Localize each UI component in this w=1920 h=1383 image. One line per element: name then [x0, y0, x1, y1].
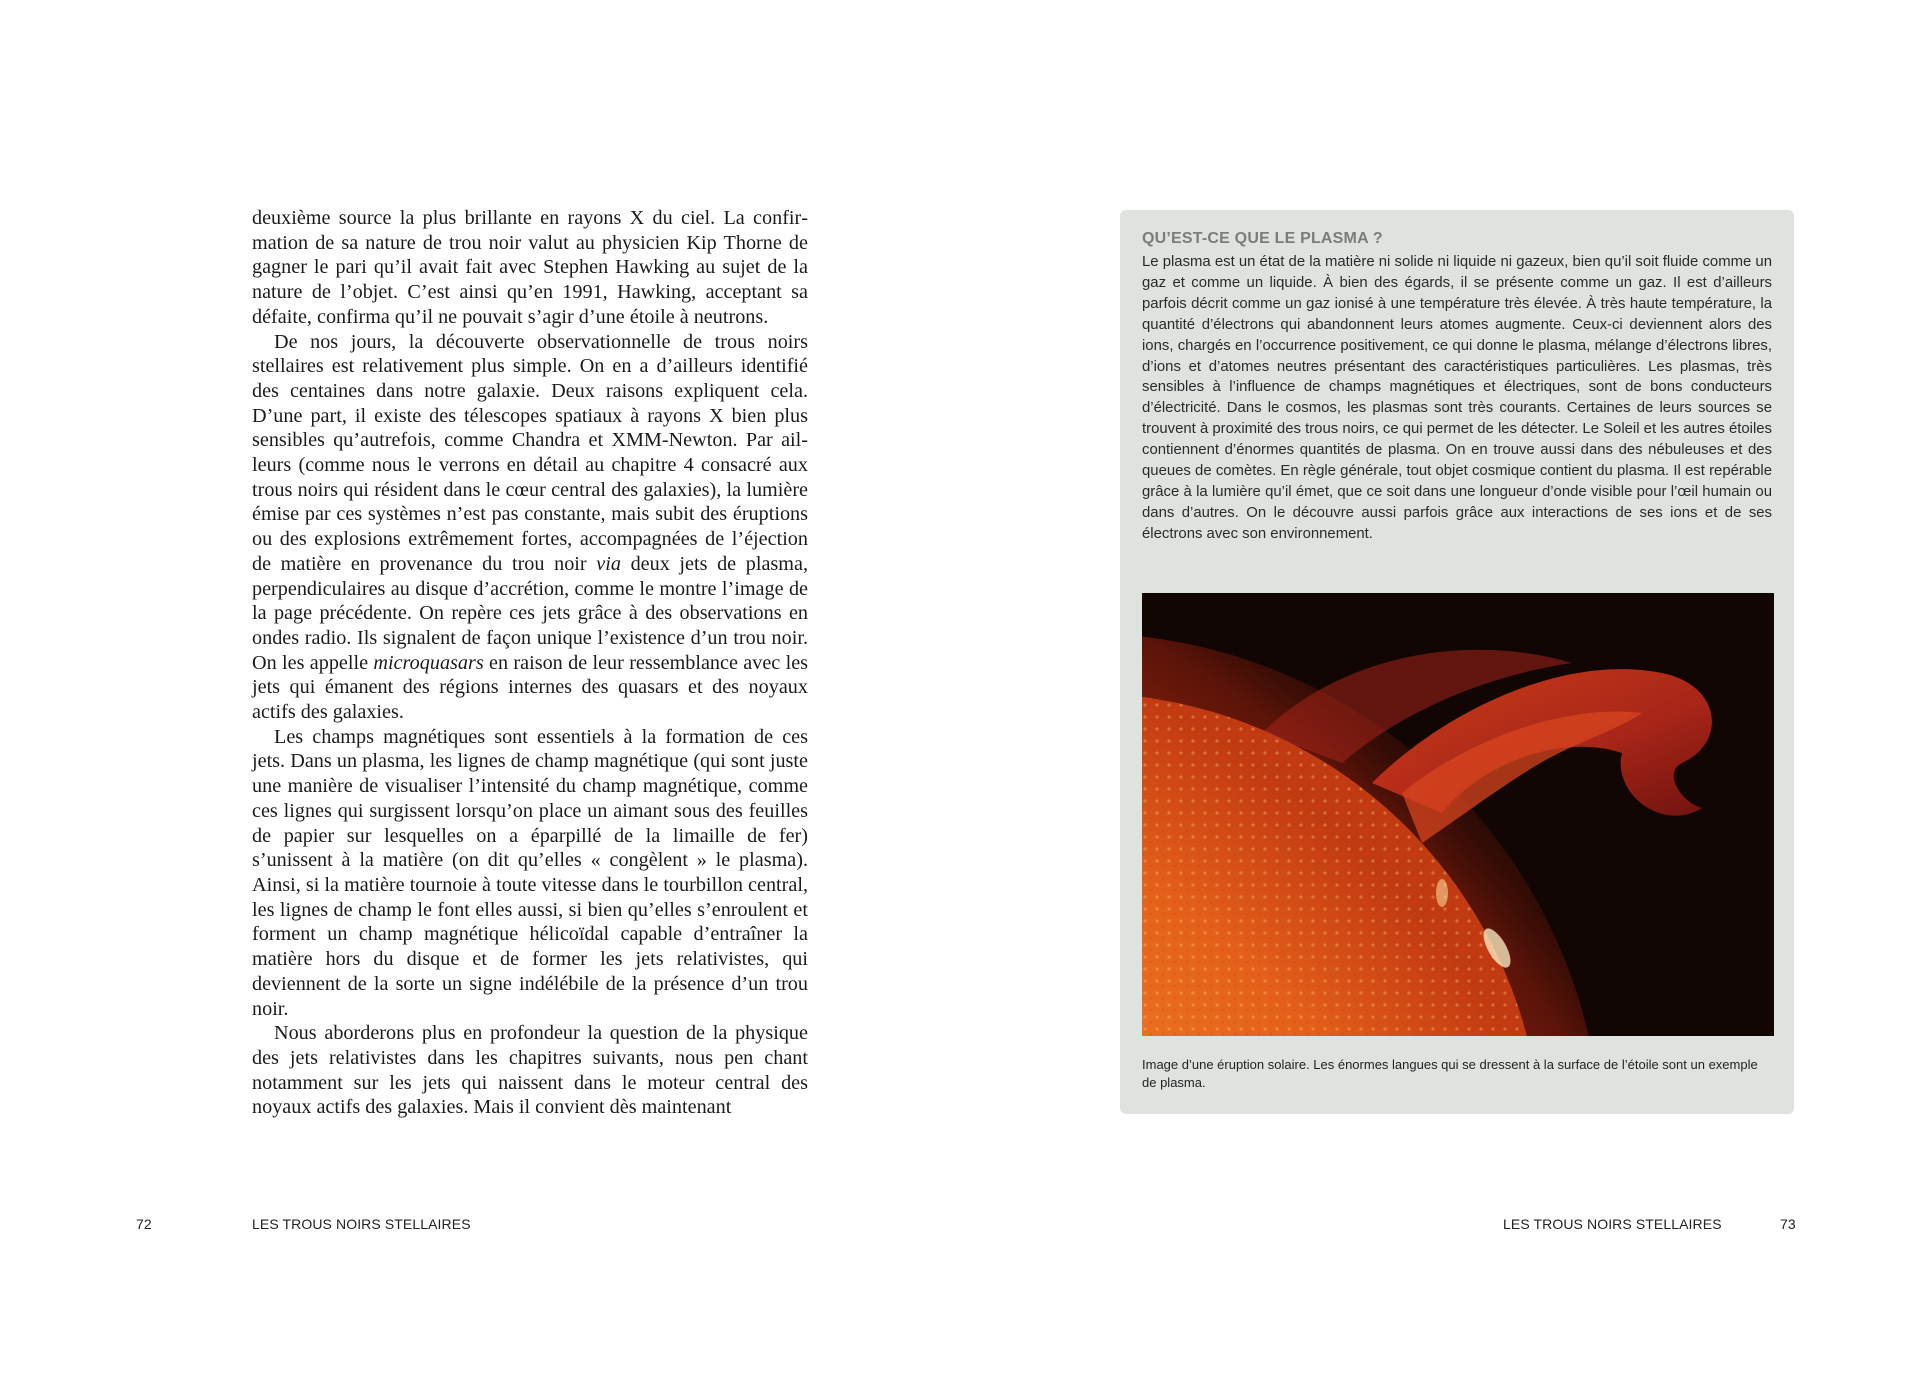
page-number-right: 73: [1780, 1216, 1796, 1232]
sidebar-title: QU’EST-CE QUE LE PLASMA ?: [1142, 230, 1383, 247]
paragraph-2: [252, 330, 808, 725]
page-number-left: 72: [136, 1216, 152, 1232]
image-caption: Image d’une éruption solaire. Les énormes langues qui se dressent à la surface de l’étoile sont un exemple de plasma.: [1142, 1057, 1758, 1090]
plasma-sidebar-box: [1120, 210, 1794, 1114]
paragraph-2-text: De nos jours, la découverte observationnelle de trous noirs stellaires est relativement plus simple. On en a d’ailleurs identifié des centaines dans notre galaxie. Deux raisons expliquent cela. D’une part, il existe des télescopes spatiaux à rayons X bien plus sensibles qu’autrefois, comme Chandra et XMM-Newton. Par ailleurs (comme nous le verrons en détail au chapitre 4 consacré aux trous noirs qui résident dans le cœur central des galaxies), la lumière émise par ces systèmes n’est pas constante, mais subit des éruptions ou des explosions extrêmement fortes, accompagnées de l’éjection de matière en provenance du trou noir: [252, 330, 808, 575]
sidebar-text: Le plasma est un état de la matière ni solide ni liquide ni gazeux, bien qu’il soit fluide comme un gaz et comme un liquide. À bien des égards, il se présente comme un gaz. Il est d’ailleurs parfois décrit comme un gaz ionisé à une température très élevée. À très haute température, la quantité d’électrons qui abandonnent leurs atomes augmente. Ceux-ci deviennent alors des ions, chargés en l’occurrence positivement, ce qui donne le plasma, mélange d’électrons libres, d’ions et d’atomes neutres présentant des caractéristiques particulières. Les plasmas, très sensibles à l’influence de champs magnétiques et électriques, sont de bons conducteurs d’électricité. Dans le cosmos, les plasmas sont très courants. Certaines de leurs sources se trouvent à proximité des trous noirs, ce qui permet de les détecter. Le Soleil et les autres étoiles contiennent d’énormes quantités de plasma. On en trouve aussi dans des nébuleuses et des queues de comètes. En règle générale, tout objet cosmique contient du plasma. Il est repérable grâce à la lumière qu’il émet, que ce soit dans une longueur d’onde visible pour l’œil humain ou dans d’autres. On le découvre aussi parfois grâce aux interactions de ses ions et de ses électrons avec son environnement.: [1142, 254, 1772, 542]
main-body-text: [252, 206, 808, 1120]
solar-eruption-illustration: [1142, 593, 1774, 1036]
italic-microquasars: microquasars: [373, 651, 484, 674]
paragraph-3: Les champs magnétiques sont essentiels à la formation de ces jets. Dans un plasma, les lignes de champ magnétique (qui sont juste une manière de visualiser l’intensité du champ magnétique, comme ces lignes qui surgissent lorsqu’on place un aimant sous des feuilles de papier sur lesquelles on a éparpillé de la limaille de fer) s’unissent à la matière (on dit qu’elles « congèlent » le plasma). Ainsi, si la matière tournoie à toute vitesse dans le tourbillon central, les lignes de champ le font elles aussi, si bien qu’elles s’enroulent et forment un champ magnétique hélicoïdal capable d’entraîner la matière hors du disque et de former les jets relativistes, qui deviennent de la sorte un signe indélébile de la présence d’un trou noir.: [252, 725, 808, 1020]
solar-eruption-image: [1142, 593, 1774, 1036]
paragraph-2-continued: deux jets de plasma, perpendiculaires au disque d’accrétion, comme le montre l’image de la page précédente. On repère ces jets grâce à des observations en ondes radio. Ils signalent de façon unique l’existence d’un trou noir. On les appelle: [252, 552, 808, 674]
running-head-left: LES TROUS NOIRS STELLAIRES: [252, 1216, 471, 1232]
paragraph-2-end: en raison de leur ressemblance avec les jets qui émanent des régions internes des quasars et des noyaux actifs des galaxies.: [252, 651, 809, 724]
running-head-right: LES TROUS NOIRS STELLAIRES: [1503, 1216, 1722, 1232]
paragraph-1: deuxième source la plus brillante en rayons X du ciel. La confirmation de sa nature de trou noir valut au physicien Kip Thorne de gagner le pari qu’il avait fait avec Stephen Hawking au sujet de la nature de l’objet. C’est ainsi qu’en 1991, Hawking, acceptant sa défaite, confirma qu’il ne pouvait s’agir d’une étoile à neutrons.: [252, 207, 808, 328]
paragraph-4: Nous aborderons plus en profondeur la question de la physique des jets relativistes dans les chapitres suivants, nous pen chant notamment sur les jets qui naissent dans le moteur central des noyaux actifs des galaxies. Mais il convient dès maintenant: [252, 1022, 808, 1119]
italic-via: via: [596, 552, 621, 575]
